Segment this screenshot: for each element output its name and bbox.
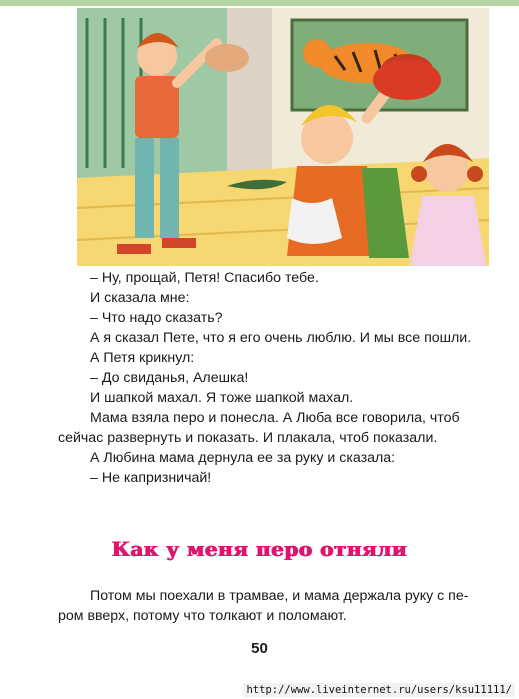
chapter-text <box>58 586 498 626</box>
chapter-line: Потом мы поехали в трамвае, и мама держала руку с пе- <box>90 588 469 604</box>
story-line: – Ну, прощай, Петя! Спасибо тебе. <box>90 270 319 286</box>
story-line: сейчас развернуть и показать. И плакала, чтоб показали. <box>58 430 438 446</box>
chapter-title: Как у меня перо отняли <box>111 537 408 561</box>
story-line: – Что надо сказать? <box>90 310 223 326</box>
page-number: 50 <box>251 640 268 657</box>
watermark-url: http://www.liveinternet.ru/users/ksu11111/ <box>243 683 515 697</box>
story-line: – До свиданья, Алешка! <box>90 370 249 386</box>
story-line: И шапкой махал. Я тоже шапкой махал. <box>90 390 354 406</box>
story-line: – Не капризничай! <box>90 470 212 486</box>
top-decorative-strip <box>0 0 519 6</box>
story-line: А Петя крикнул: <box>90 350 195 366</box>
story-illustration <box>77 8 489 266</box>
story-line: А Любина мама дернула ее за руку и сказала: <box>90 450 396 466</box>
story-line: А я сказал Пете, что я его очень люблю. И мы все пошли. <box>90 330 472 346</box>
story-text <box>58 268 500 488</box>
story-line: Мама взяла перо и понесла. А Люба все говорила, чтоб <box>90 410 460 426</box>
chapter-line: ром вверх, потому что толкают и поломают. <box>58 608 347 624</box>
story-line: И сказала мне: <box>90 290 190 306</box>
